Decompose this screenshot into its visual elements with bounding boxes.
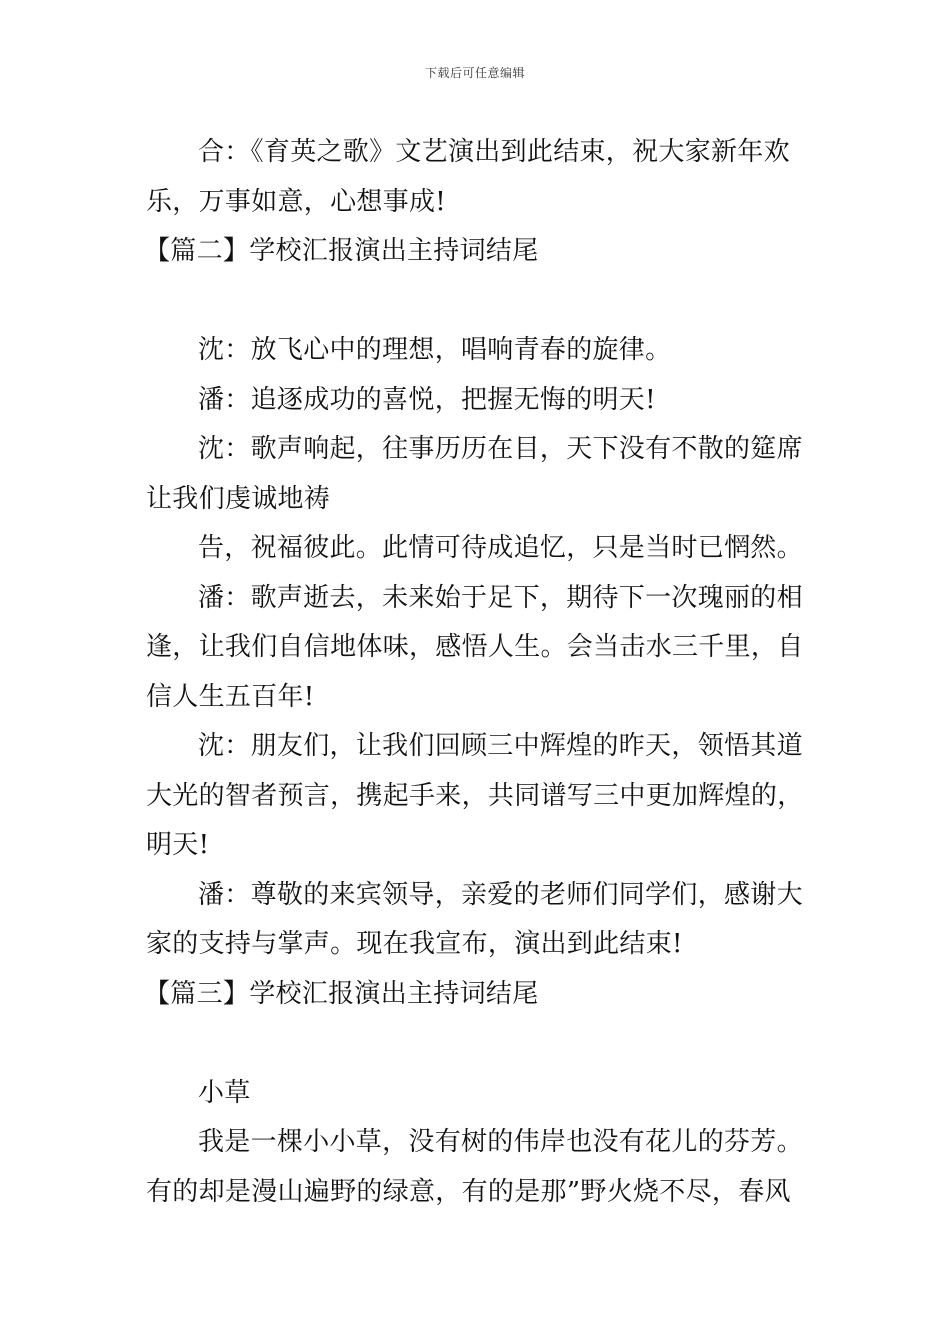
paragraph-line: 告，祝福彼此。此情可待成追忆，只是当时已惘然。	[198, 533, 803, 563]
paragraph-line: 潘：歌声逝去，未来始于足下，期待下一次瑰丽的相	[198, 582, 803, 613]
section-heading: 【篇二】学校汇报演出主持词结尾	[144, 236, 539, 266]
paragraph-line: 潘：追逐成功的喜悦，把握无悔的明天!	[198, 384, 656, 415]
page-header: 下载后可任意编辑	[424, 66, 525, 80]
section-heading: 【篇三】学校汇报演出主持词结尾	[144, 978, 539, 1009]
paragraph-line: 信人生五百年!	[146, 681, 315, 712]
paragraph-line: 让我们虔诚地祷	[146, 483, 331, 514]
paragraph-line: 潘：尊敬的来宾领导，亲爱的老师们同学们，感谢大	[198, 879, 803, 910]
blank-line	[146, 277, 810, 327]
paragraph-line: 沈：朋友们，让我们回顾三中辉煌的昨天，领悟其道	[198, 731, 803, 761]
document-body	[146, 128, 810, 1217]
paragraph-line: 沈：放飞心中的理想，唱响青春的旋律。	[198, 335, 672, 365]
paragraph-line: 沈：歌声响起，往事历历在目，天下没有不散的筵席	[198, 434, 803, 464]
paragraph-line: 逢，让我们自信地体味，感悟人生。会当击水三千里，自	[146, 632, 804, 662]
blank-line	[146, 1019, 810, 1069]
paragraph-line: 有的却是漫山遍野的绿意，有的是那”野火烧不尽，春风	[146, 1176, 791, 1207]
paragraph-line: 家的支持与掌声。现在我宣布，演出到此结束!	[146, 929, 683, 959]
paragraph-line: 大光的智者预言，携起手来，共同谱写三中更加辉煌的，	[146, 780, 804, 811]
poem-title: 小草	[198, 1077, 251, 1108]
paragraph-line: 明天!	[146, 830, 210, 860]
paragraph-line: 乐，万事如意，心想事成!	[146, 186, 447, 217]
paragraph-line: 合：《育英之歌》文艺演出到此结束，祝大家新年欢	[198, 137, 790, 167]
paragraph-line: 我是一棵小小草，没有树的伟岸也没有花儿的芬芳。	[198, 1127, 803, 1157]
